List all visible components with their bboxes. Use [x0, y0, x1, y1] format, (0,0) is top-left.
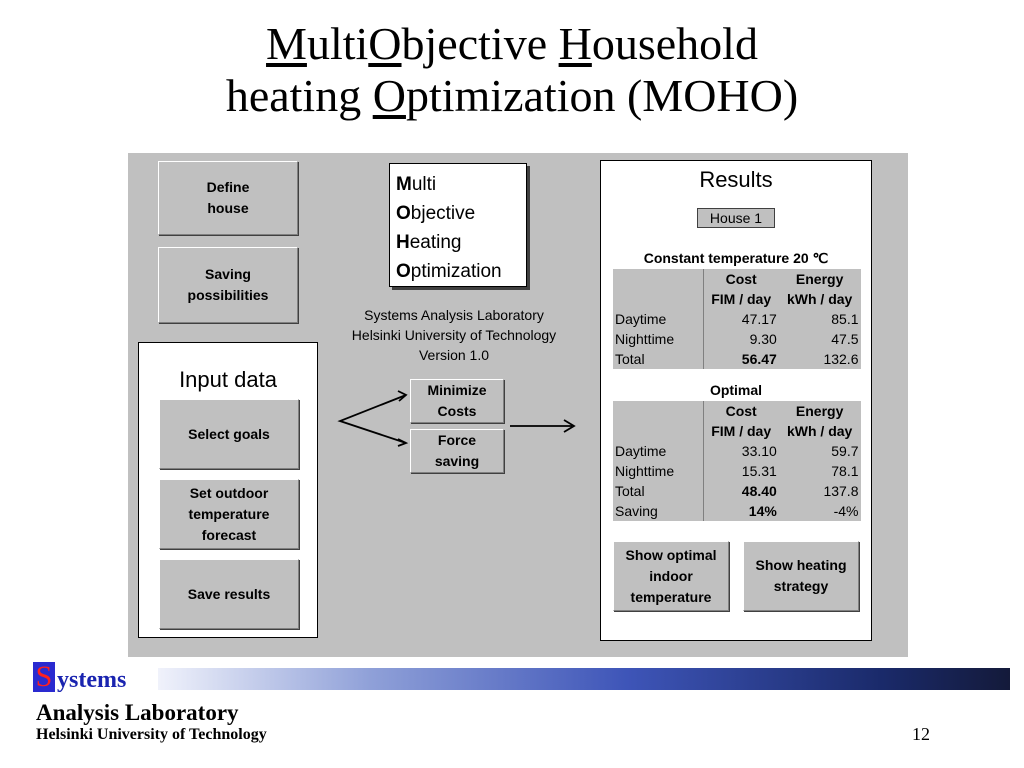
define-house-button[interactable]: Define house — [158, 161, 298, 235]
footer-lab-name: Analysis Laboratory — [36, 700, 239, 725]
moho-app-window — [128, 153, 908, 657]
results-heading: Results — [699, 167, 773, 192]
col-unit-cost: FIM / day — [711, 291, 772, 307]
credits-version: Version 1.0 — [418, 347, 490, 363]
table-row: Daytime 47.17 85.1 — [615, 311, 859, 327]
table-row: Saving 14% -4% — [615, 503, 859, 519]
table-row: Nighttime 15.31 78.1 — [615, 463, 859, 479]
col-header-energy: Energy — [795, 271, 844, 287]
table-row: Nighttime 9.30 47.5 — [615, 331, 859, 347]
logo-line-heating: Heating — [396, 232, 462, 253]
show-optimal-indoor-button[interactable]: Show optimal indoor temperature — [613, 541, 729, 611]
input-data-heading: Input data — [179, 367, 277, 392]
show-heating-strategy-button[interactable]: Show heating strategy — [743, 541, 859, 611]
results-panel — [600, 160, 872, 641]
constant-results-table — [613, 269, 861, 369]
footer-logo — [33, 662, 160, 694]
footer-gradient-bar — [158, 668, 1010, 690]
credits — [324, 305, 584, 365]
table-row: Total 56.47 132.6 — [615, 351, 859, 367]
outdoor-forecast-button[interactable]: Set outdoor temperature forecast — [159, 479, 299, 549]
optimal-caption: Optimal — [709, 382, 763, 398]
moho-logo — [389, 163, 527, 287]
saving-possibilities-button[interactable]: Saving possibilities — [158, 247, 298, 323]
optimal-results-table: Cost Energy FIM / day kWh / day Daytime 33.10 59.7 Nighttime 15.31 78.1 Total 48.40 137.8 Saving 14% -4% — [613, 401, 861, 521]
force-saving-button[interactable]: Force saving — [410, 429, 504, 473]
logo-line-optimization: Optimization — [396, 261, 502, 282]
title-line-2: heating Optimization (MOHO) — [225, 70, 799, 121]
save-results-button[interactable]: Save results — [159, 559, 299, 629]
credits-lab: Systems Analysis Laboratory — [364, 307, 544, 323]
logo-line-objective: Objective — [396, 203, 476, 224]
house-select-button[interactable]: House 1 — [697, 208, 775, 228]
table-row: Total 48.40 137.8 — [615, 483, 859, 499]
col-header-cost: Cost — [725, 271, 757, 287]
logo-line-multi: Multi — [396, 174, 437, 195]
slide-title — [0, 18, 1024, 122]
footer-systems-text: ystems — [57, 667, 127, 693]
table-row: Daytime 33.10 59.7 — [615, 443, 859, 459]
footer-s-letter: S — [33, 662, 55, 692]
minimize-costs-button[interactable]: Minimize Costs — [410, 379, 504, 423]
select-goals-button[interactable]: Select goals — [159, 399, 299, 469]
page-number: 12 — [912, 724, 930, 744]
credits-university: Helsinki University of Technology — [351, 327, 557, 343]
footer-university: Helsinki University of Technology — [36, 726, 267, 743]
title-line-1: MultiObjective Household — [266, 18, 758, 69]
col-unit-energy: kWh / day — [786, 291, 853, 307]
input-data-panel — [138, 342, 318, 638]
constant-temperature-caption: Constant temperature 20 ℃ — [643, 250, 829, 266]
